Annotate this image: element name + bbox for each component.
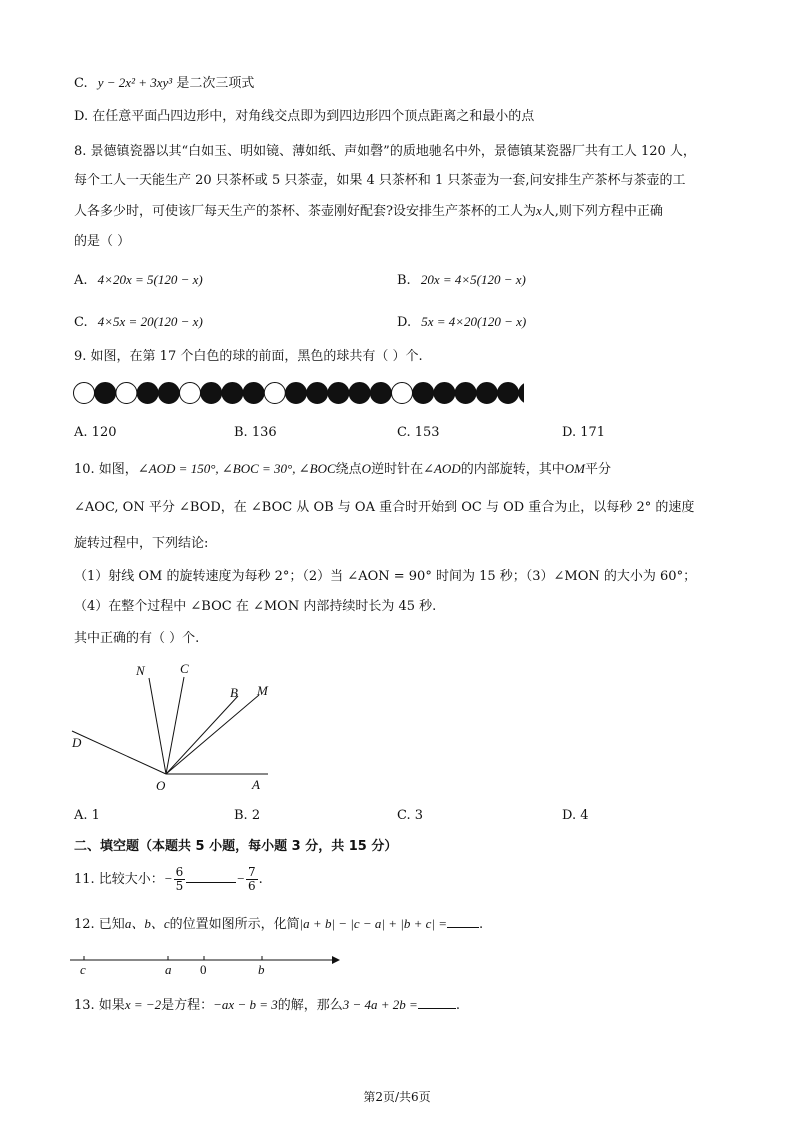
q10-stem-line-6: 其中正确的有（ ）个. [74, 631, 200, 646]
q11-answer-blank[interactable] [186, 882, 236, 883]
label-o: O [156, 778, 166, 793]
axis-label-b: b [258, 962, 265, 977]
black-ball [328, 383, 349, 404]
q9-option-c[interactable]: C. 153 [397, 425, 440, 440]
q12-answer-blank[interactable] [447, 927, 479, 928]
q8-option-c[interactable]: C. 4×5x = 20(120 − x) [74, 314, 203, 330]
q13-stem: 13. 如果x = −2是方程：−ax − b = 3的解，那么3 − 4a + 2b = . [74, 997, 460, 1013]
label-m: M [257, 683, 268, 698]
page-footer: 第2页/共6页 [363, 1090, 431, 1104]
q12-stem: 12. 已知a、b、c的位置如图所示，化简|a + b| − |c − a| + |b + c| = . [74, 916, 484, 932]
black-ball [498, 383, 519, 404]
q8-stem-line-2: 每个工人一天能生产 20 只茶杯或 5 只茶壶，如果 4 只茶杯和 1 只茶壶为一套,问安排生产茶杯与茶壶的工 [74, 173, 686, 188]
label-b: B [230, 685, 238, 700]
label-c: C [180, 661, 189, 676]
white-ball [264, 383, 285, 404]
label-a: A [252, 777, 260, 792]
label-n: N [136, 663, 145, 678]
q9-option-d[interactable]: D. 171 [562, 425, 606, 440]
label-d: D [72, 735, 82, 750]
q9-option-a[interactable]: A. 120 [74, 425, 117, 440]
q7-option-c: C. y − 2x² + 3xy³ 是二次三项式 [74, 75, 255, 91]
ray-on [149, 678, 166, 774]
black-ball [243, 383, 264, 404]
q12-number-line [70, 948, 340, 978]
q11-fraction-2: $\frac{7}{6}$ [248, 865, 256, 893]
q8-stem-line-3: 人各多少时，可使该厂每天生产的茶杯、茶壶刚好配套?设安排生产茶杯的工人为x人,则下列方程中正确 [74, 203, 663, 219]
black-ball [137, 383, 158, 404]
q10-option-d[interactable]: D. 4 [562, 808, 589, 823]
black-ball [286, 383, 307, 404]
section-2-heading: 二、填空题（本题共 5 小题，每小题 3 分，共 15 分） [74, 839, 398, 854]
q8-option-b[interactable]: B. 20x = 4×5(120 − x) [397, 272, 526, 288]
black-ball [222, 383, 243, 404]
ray-om [166, 695, 259, 774]
black-ball [434, 383, 455, 404]
black-ball [307, 383, 328, 404]
black-ball [476, 383, 497, 404]
q10-stem-line-5: （4）在整个过程中 ∠BOC 在 ∠MON 内部持续时长为 45 秒. [74, 599, 437, 614]
q10-stem-line-3: 旋转过程中，下列结论: [74, 536, 209, 551]
white-ball [180, 383, 201, 404]
black-ball [95, 383, 116, 404]
q10-stem-line-2: ∠AOC, ON 平分 ∠BOD，在 ∠BOC 从 OB 与 OA 重合时开始到 OC 与 OD 重合为止，以每秒 2° 的速度 [74, 500, 695, 515]
black-ball [519, 383, 524, 404]
axis-label-a: a [165, 962, 172, 977]
black-ball [370, 383, 391, 404]
q7-option-c-expression: y − 2x² + 3xy³ [97, 75, 173, 90]
white-ball [392, 383, 413, 404]
q10-option-b[interactable]: B. 2 [234, 808, 261, 823]
axis-label-zero: 0 [200, 962, 207, 977]
black-ball [455, 383, 476, 404]
black-ball [413, 383, 434, 404]
ray-ob [166, 696, 238, 774]
q10-stem-line-4: （1）射线 OM 的旋转速度为每秒 2°；（2）当 ∠AON = 90° 时间为 15 秒；（3）∠MON 的大小为 60°； [74, 569, 697, 584]
q10-angle-figure [60, 655, 280, 795]
q10-stem-line-1: 10. 如图，∠AOD = 150°, ∠BOC = 30°, ∠BOC绕点O逆时针在∠AOD的内部旋转，其中OM平分 [74, 461, 611, 477]
q11-fraction-1: $\frac{6}{5}$ [175, 865, 184, 893]
q8-option-d[interactable]: D. 5x = 4×20(120 − x) [397, 314, 527, 330]
q8-option-a[interactable]: A. 4×20x = 5(120 − x) [74, 272, 203, 288]
q9-stem: 9. 如图，在第 17 个白色的球的前面，黑色的球共有（ ）个. [74, 349, 423, 364]
q8-stem-line-1: 8. 景德镇瓷器以其“白如玉、明如镜、薄如纸、声如磬”的质地驰名中外，景德镇某瓷器厂共有工人 120 人， [74, 144, 696, 159]
black-ball [349, 383, 370, 404]
q13-answer-blank[interactable] [418, 1008, 456, 1009]
black-ball [201, 383, 222, 404]
q10-option-c[interactable]: C. 3 [397, 808, 424, 823]
black-ball [158, 383, 179, 404]
q10-option-a[interactable]: A. 1 [74, 808, 100, 823]
white-ball [74, 383, 95, 404]
ray-od [72, 731, 166, 774]
q9-ball-sequence-figure [72, 381, 524, 405]
white-ball [116, 383, 137, 404]
q8-stem-line-4: 的是（ ） [74, 234, 131, 249]
ray-oc [166, 677, 184, 774]
q9-option-b[interactable]: B. 136 [234, 425, 277, 440]
q7-option-d: D. 在任意平面凸四边形中，对角线交点即为到四边形四个顶点距离之和最小的点 [74, 109, 535, 124]
axis-label-c: c [80, 962, 86, 977]
q11-stem: 11. 比较大小：− $\frac{6}{5}$ − $\frac{7}{6}$ . [74, 865, 263, 893]
